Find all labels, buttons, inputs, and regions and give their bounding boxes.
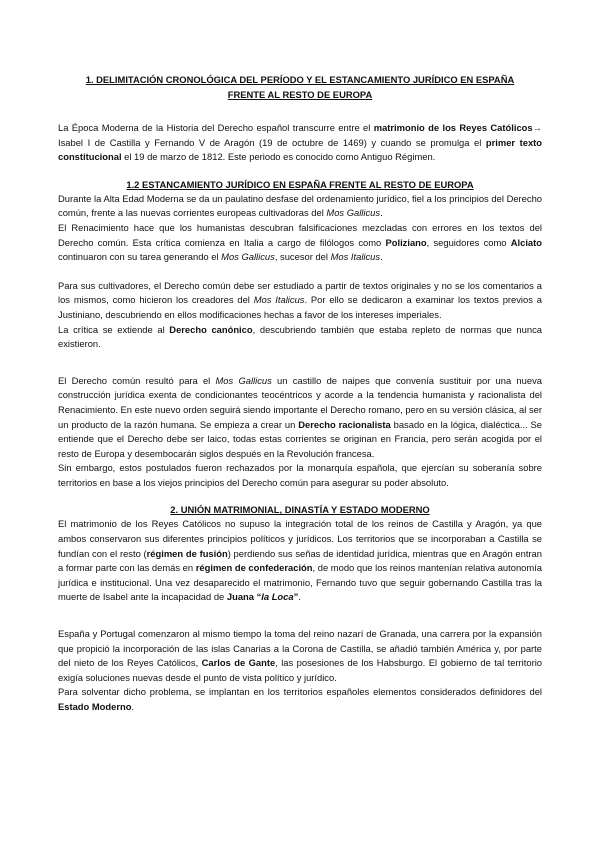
text-run: Para solventar dicho problema, se implantan en los territorios españoles elementos considerados definidores del (58, 686, 542, 698)
bold-run: régimen de confederación (195, 562, 313, 574)
text-run: continuaron con su tarea generando el (58, 251, 222, 263)
text-run: . (298, 591, 301, 603)
section-2-paragraph-1 (58, 517, 542, 605)
section-1-2-paragraph-6: Sin embargo, estos postulados fueron rechazados por la monarquía española, que ejercían su soberanía sobre territorios en base a los viejos principios del Derecho común para asegurar su poder absoluto. (58, 462, 542, 488)
text-run: ) perdiendo sus señas de identidad jurídica, mientras que en Aragón entran a formar parte con las demás en (58, 547, 542, 574)
text-run: , de modo que los reinos mantenían relativa autonomía jurídica e institucional. Una vez desaparecido el matrimonio, Fernando tuvo que seguir gobernando Castilla tras la muerte de Isabel ante la incapacidad de (58, 562, 542, 603)
bold-run: Derecho racionalista (298, 418, 391, 430)
text-run: El matrimonio de los Reyes Católicos no supuso la integración total de los reinos de Castilla y Aragón, ya que ambos conservaron sus diferentes principios políticos y jurídicos. Los territorios que se incorporaban a Castilla se fundían con el resto ( (58, 518, 542, 559)
bold-run: ” (293, 591, 299, 603)
italic-run: Mos Gallicus (215, 374, 272, 386)
bold-run: Derecho canónico (169, 323, 253, 335)
italic-run: la Loca (261, 591, 294, 603)
text-run: El Derecho común resultó para el (58, 374, 216, 386)
bold-italic-run (261, 591, 293, 602)
text-run: → Isabel I de Castilla y Fernando V de Aragón (19 de octubre de 1469) y cuando se promulga el (58, 122, 542, 148)
bold-run: Alciato (510, 236, 542, 248)
text-run: La crítica se extiende al (58, 323, 170, 335)
text-run: Durante la Alta Edad Moderna se da un paulatino desfase del ordenamiento jurídico, fiel a los principios del Derecho común, frente a las nuevas corrientes europeas cultivadoras del (58, 192, 542, 219)
section-1-2-paragraph-2 (58, 221, 542, 265)
section-2-paragraph-3 (58, 685, 542, 714)
bold-run: Poliziano (385, 236, 427, 248)
text-run: un castillo de naipes que convenía sustituir por una nueva construcción jurídica exenta de condicionantes teocéntricos y acorde a la tendencia humanista y racionalista del Renacimiento. En este nuevo orden seguirá siendo importante el Derecho romano, pero en su versión clásica, al ser un producto de la razón humana. Se empieza a crear un (58, 374, 542, 430)
section-1-paragraph-1 (58, 121, 542, 165)
bold-run: régimen de fusión (146, 547, 228, 559)
section-1-2-paragraph-4 (58, 323, 542, 352)
bold-run: primer texto constitucional (58, 136, 543, 163)
text-run: el 19 de marzo de 1812. Este periodo es conocido como Antiguo Régimen. (121, 151, 436, 163)
text-run: , las posesiones de los Habsburgo. El gobierno de tal territorio exigía soluciones nuevas desde el punto de vista político y jurídico. (58, 657, 542, 683)
text-run: , sucesor del (274, 251, 331, 263)
text-run: , descubriendo también que estaba repleto de normas que nunca existieron. (58, 323, 542, 350)
bold-run: Estado Moderno (58, 701, 132, 712)
bold-run: Juana “ (226, 591, 262, 603)
text-run: La Época Moderna de la Historia del Derecho español transcurre entre el (58, 122, 374, 133)
text-run: , seguidores como (426, 236, 511, 248)
text-run: Para sus cultivadores, el Derecho común debe ser estudiado a partir de textos originales y no se los comentarios a los mismos, como hicieron los creadores del (58, 279, 542, 306)
section-2-paragraph-2 (58, 627, 542, 685)
section-1-2-paragraph-3 (58, 279, 542, 323)
section-1-title: 1. DELIMITACIÓN CRONOLÓGICA DEL PERÍODO Y EL ESTANCAMIENTO JURÍDICO EN ESPAÑA FRENTE AL RESTO DE EUROPA (85, 74, 515, 100)
section-2-title: 2. UNIÓN MATRIMONIAL, DINASTÍA Y ESTADO MODERNO (170, 504, 430, 516)
text-run: . (380, 251, 383, 263)
section-1-2-title: 1.2 ESTANCAMIENTO JURÍDICO EN ESPAÑA FRENTE AL RESTO DE EUROPA (126, 178, 474, 190)
bold-run: matrimonio de los Reyes Católicos (373, 122, 533, 133)
text-run: basado en la lógica, dialéctica... Se entiende que el Derecho debe ser laico, todas estas corrientes se originan en Francia, pero serán acogida por el resto de Europa y desembocarán siglos después en la Revolución francesa. (58, 418, 542, 459)
text-run: . Por ello se dedicaron a examinar los textos previos a Justiniano, descubriendo en ellos modificaciones hechas a favor de los intereses imperiales. (58, 294, 542, 320)
italic-run: Mos Gallicus (221, 251, 275, 263)
bold-run: Carlos de Gante (201, 657, 276, 669)
italic-run: Mos Italicus (253, 294, 305, 306)
text-run: El Renacimiento hace que los humanistas descubran falsificaciones mezcladas con errores en los textos del Derecho común. Esta crítica comienza en Italia a cargo de filólogos como (58, 221, 542, 248)
italic-run: Mos Italicus (330, 251, 381, 263)
text-run: . (131, 701, 135, 712)
section-1-2-paragraph-1 (58, 192, 542, 221)
text-run: . (380, 207, 383, 219)
italic-run: Mos Gallicus (326, 207, 381, 219)
section-1-2-paragraph-5 (58, 374, 542, 462)
text-run: España y Portugal comenzaron al mismo tiempo la toma del reino nazarí de Granada, una carrera por la expansión que propició la incorporación de las islas Canarias a la Corona de Castilla, se añadió también América y, por parte del nieto de los Reyes Católicos, (58, 628, 542, 669)
